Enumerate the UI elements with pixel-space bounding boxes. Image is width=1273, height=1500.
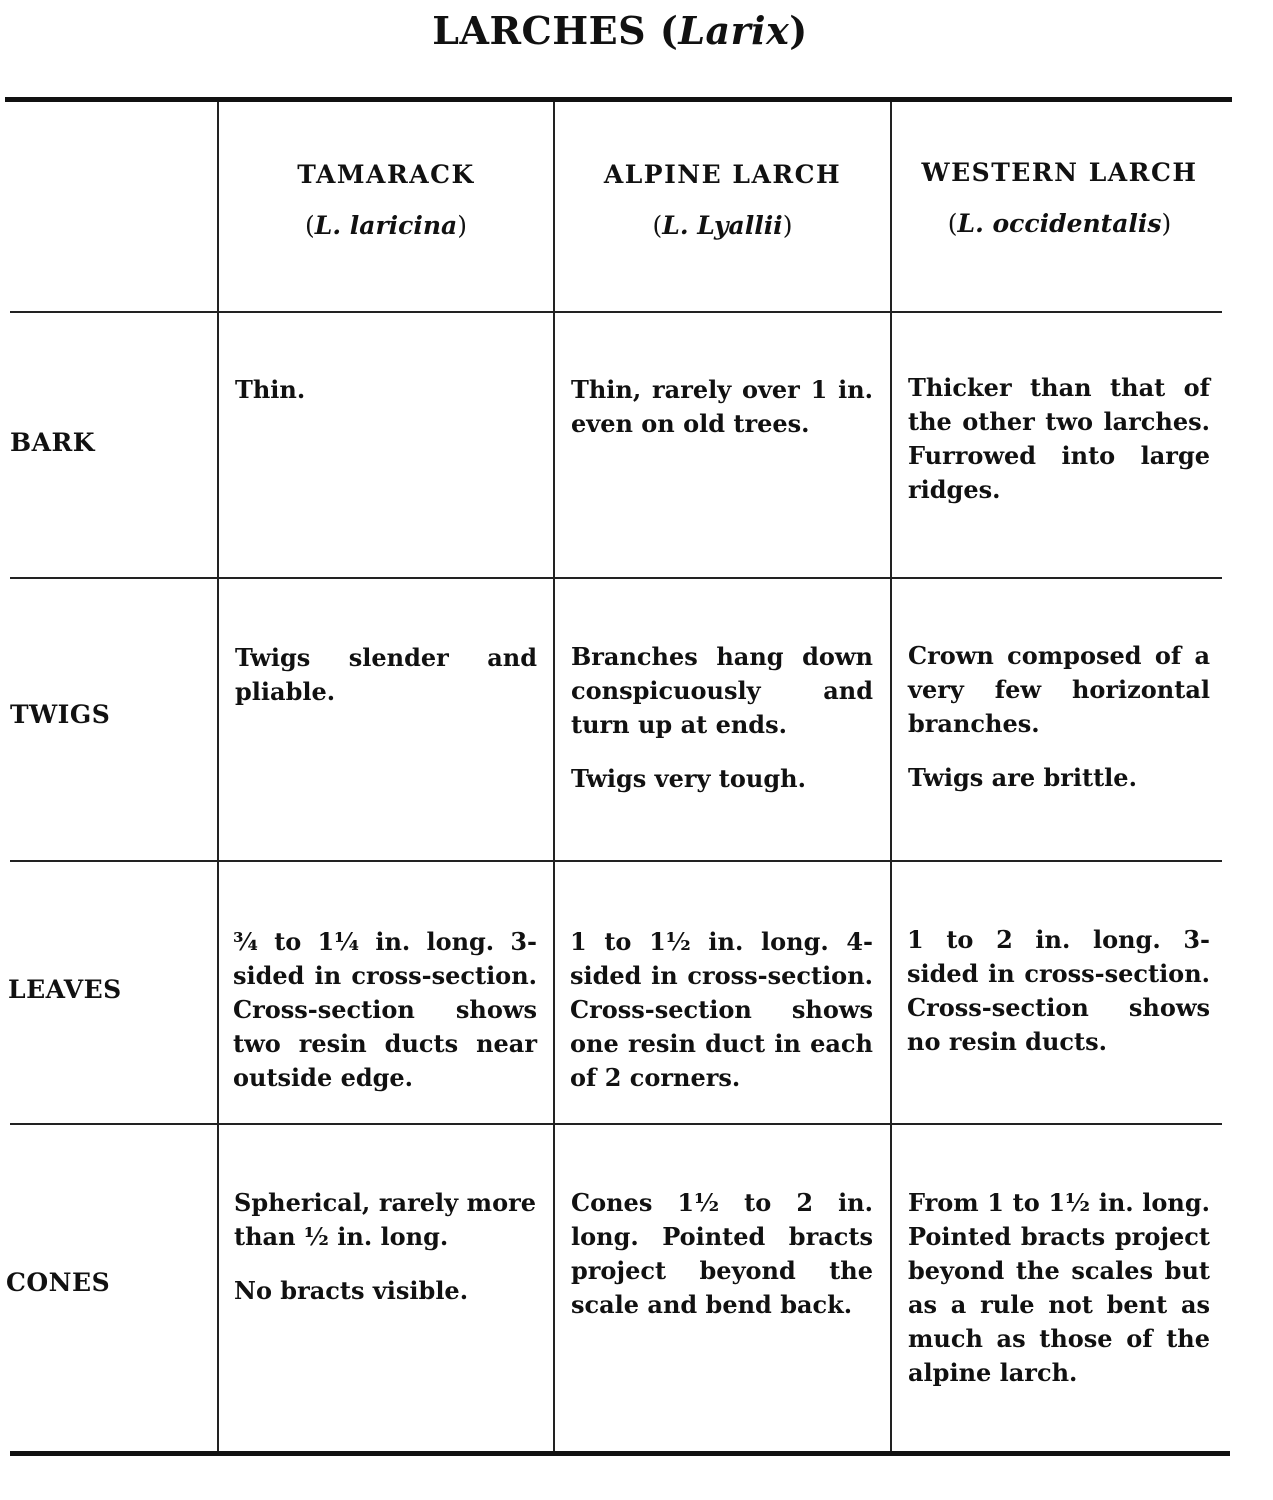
column-divider: [553, 102, 555, 1451]
table-cell: ¾ to 1¼ in. long. 3-sided in cross-section. Cross-section shows two resin ducts near outside edge.: [233, 927, 537, 1092]
column-header-tamarack: [219, 160, 553, 240]
table-cell: Cones 1½ to 2 in. long. Pointed bracts project beyond the scale and bend back.: [571, 1188, 873, 1319]
table-cell: Spherical, rarely more than ½ in. long. No bracts visible.: [234, 1188, 536, 1305]
row-label-cones: CONES: [6, 1268, 111, 1297]
title-main: LARCHES: [432, 8, 647, 53]
row-label-leaves: LEAVES: [8, 975, 122, 1004]
column-scientific-name: (L. laricina): [305, 211, 467, 240]
row-divider: [10, 577, 1222, 579]
table-cell: Thin, rarely over 1 in. even on old trees.: [571, 375, 873, 438]
table-cell: Thicker than that of the other two larches. Furrowed into large ridges.: [908, 373, 1210, 504]
table-cell: 1 to 2 in. long. 3-sided in cross-section. Cross-section shows no resin ducts.: [907, 925, 1210, 1056]
column-name: ALPINE LARCH: [603, 160, 842, 189]
page-title: LARCHES (Larix): [432, 8, 808, 53]
table-cell: Branches hang down conspicuously and turn up at ends. Twigs very tough.: [571, 642, 873, 793]
row-label-bark: BARK: [10, 428, 96, 457]
table-cell: From 1 to 1½ in. long. Pointed bracts project beyond the scales but as a rule not bent as much as those of the alpine larch.: [908, 1188, 1210, 1387]
title-genus: Larix: [678, 8, 790, 53]
column-name: WESTERN LARCH: [921, 158, 1198, 187]
column-scientific-name: (L. Lyallii): [652, 211, 793, 240]
row-label-twigs: TWIGS: [10, 700, 111, 729]
column-scientific-name: (L. occidentalis): [947, 209, 1172, 238]
column-divider: [890, 102, 892, 1451]
row-divider: [10, 860, 1222, 862]
column-header-western-larch: [892, 158, 1227, 238]
table-cell: Twigs slender and pliable.: [235, 643, 537, 706]
column-header-alpine-larch: [555, 160, 890, 240]
table-cell: Crown composed of a very few horizontal branches. Twigs are brittle.: [908, 641, 1210, 792]
row-divider: [10, 1123, 1222, 1125]
row-divider: [10, 311, 1222, 313]
column-divider: [217, 102, 219, 1451]
table-cell: 1 to 1½ in. long. 4-sided in cross-section. Cross-section shows one resin duct in each of 2 corners.: [570, 927, 873, 1092]
table-cell: Thin.: [235, 375, 306, 404]
column-name: TAMARACK: [297, 160, 475, 189]
bottom-rule: [10, 1451, 1230, 1456]
top-rule: [5, 97, 1232, 102]
